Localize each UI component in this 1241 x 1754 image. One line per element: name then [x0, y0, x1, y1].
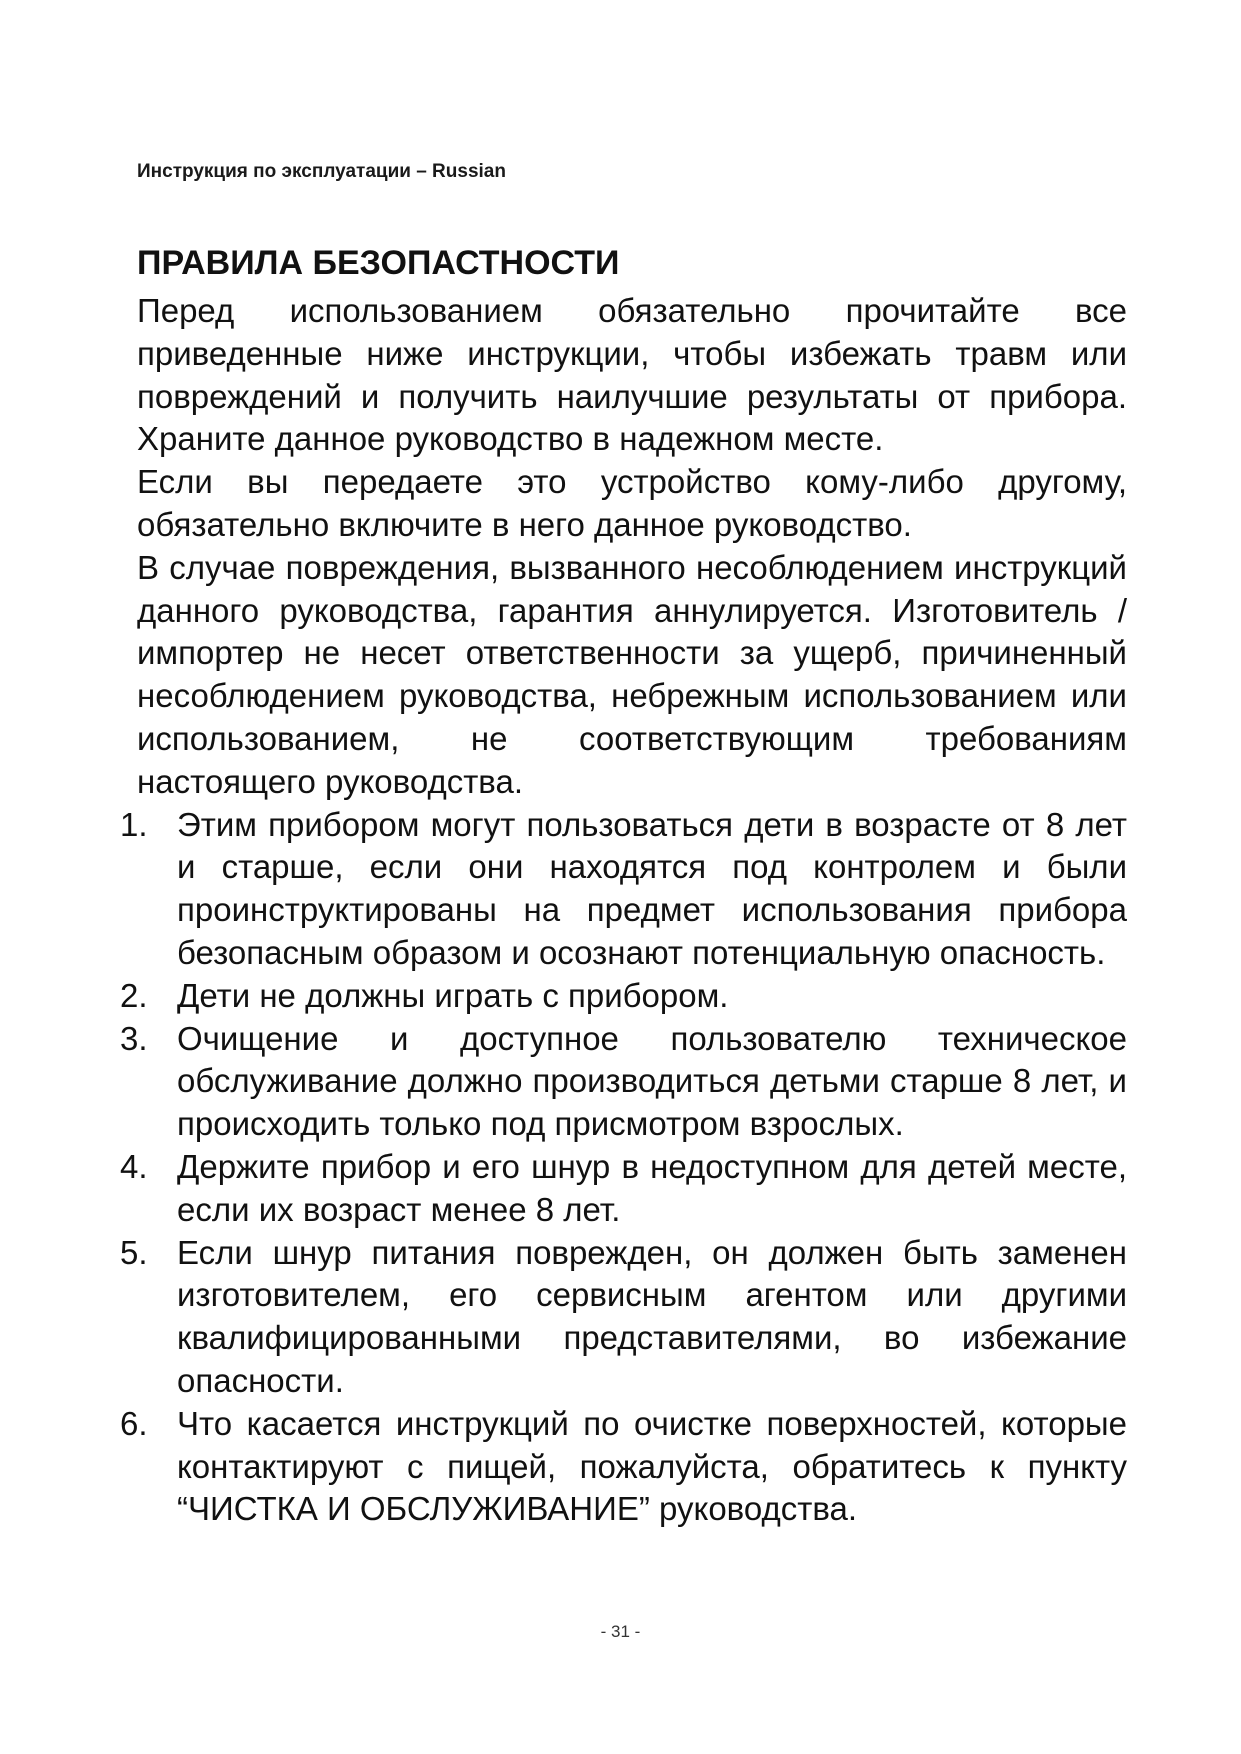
- rule-number: 4.: [120, 1147, 148, 1185]
- document-header: Инструкция по эксплуатации – Russian: [137, 161, 506, 182]
- safety-rules-list: [120, 804, 1127, 1532]
- rule-text: Очищение и доступное пользователю техническое обслуживание должно производиться детьми старше 8 лет, и происходить только под присмотром взрослых.: [177, 1019, 1127, 1143]
- rule-item: [120, 1232, 1127, 1403]
- rule-text: Если шнур питания поврежден, он должен быть заменен изготовителем, его сервисным агентом или другими квалифицированными представителями, во избежание опасности.: [177, 1233, 1127, 1399]
- rule-text: Дети не должны играть с прибором.: [177, 976, 729, 1014]
- rule-number: 2.: [120, 976, 148, 1014]
- section-title: ПРАВИЛА БЕЗОПАСТНОСТИ: [137, 244, 620, 282]
- safety-section: [120, 238, 1127, 1531]
- page-number: - 31 -: [600, 1622, 641, 1641]
- rule-number: 3.: [120, 1019, 148, 1057]
- rule-item: [120, 975, 1127, 1018]
- intro-paragraph: Если вы передаете это устройство кому-либо другому, обязательно включите в него данное руководство.: [137, 463, 1127, 543]
- intro-text: [137, 290, 1127, 804]
- rule-text: Этим прибором могут пользоваться дети в возрасте от 8 лет и старше, если они находятся под контролем и были проинструктированы на предмет использования прибора безопасным образом и осознают потенциальную опасность.: [177, 805, 1127, 971]
- rule-item: [120, 1403, 1127, 1531]
- rule-item: [120, 804, 1127, 975]
- rule-text: Держите прибор и его шнур в недоступном для детей месте, если их возраст менее 8 лет.: [177, 1147, 1127, 1228]
- rule-item: [120, 1018, 1127, 1146]
- rule-number: 6.: [120, 1404, 148, 1442]
- intro-paragraph: В случае повреждения, вызванного несоблюдением инструкций данного руководства, гарантия аннулируется. Изготовитель / импортер не несет ответственности за ущерб, причиненный несоблюдением руководства, небрежным использованием или использованием, не соответствующим требованиям настоящего руководства.: [137, 548, 1127, 800]
- rule-number: 1.: [120, 805, 148, 843]
- intro-paragraph: Перед использованием обязательно прочитайте все приведенные ниже инструкции, чтобы избежать травм или повреждений и получить наилучшие результаты от прибора. Храните данное руководство в надежном месте.: [137, 292, 1127, 458]
- rule-text: Что касается инструкций по очистке поверхностей, которые контактируют с пищей, пожалуйста, обратитесь к пункту “ЧИСТКА И ОБСЛУЖИВАНИЕ” руководства.: [177, 1404, 1127, 1528]
- rule-number: 5.: [120, 1233, 148, 1271]
- rule-item: [120, 1146, 1127, 1232]
